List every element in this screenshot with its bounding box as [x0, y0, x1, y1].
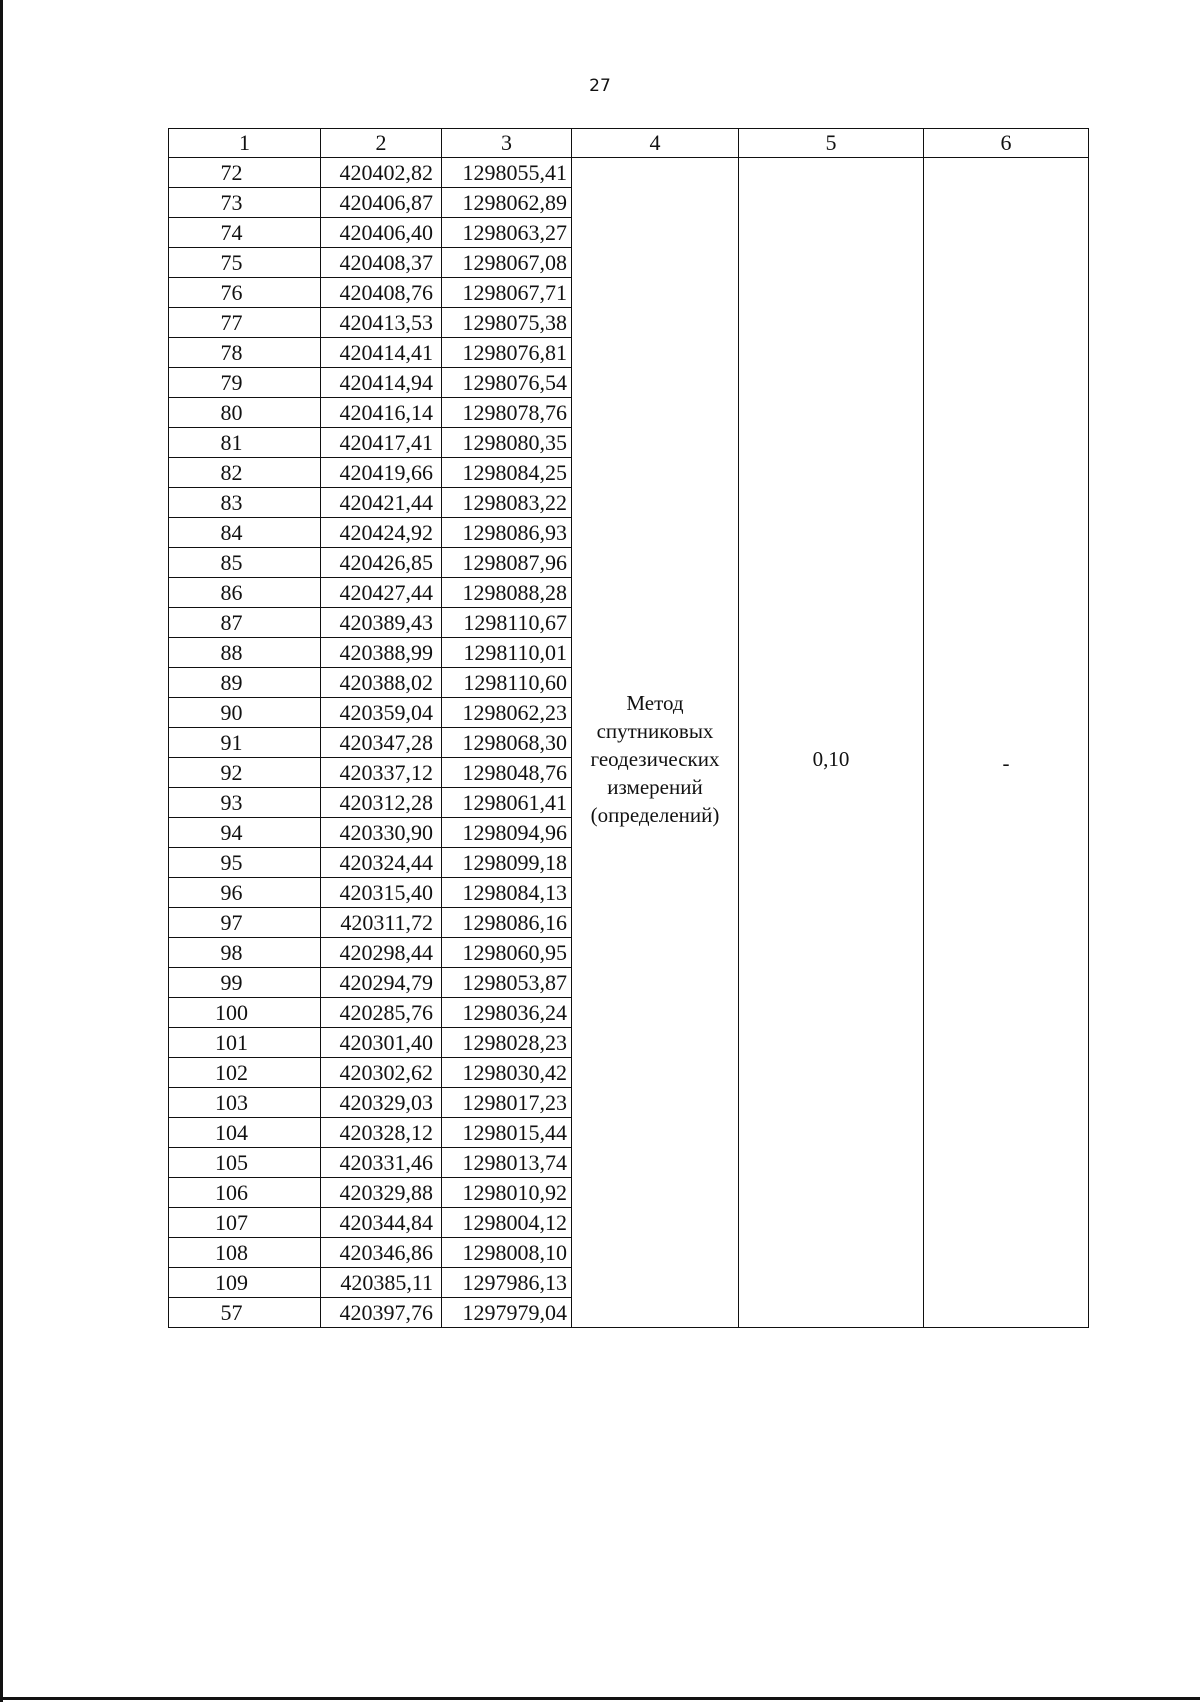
- point-number-cell: 99: [169, 968, 321, 998]
- x-coordinate-cell: 420329,03: [321, 1088, 442, 1118]
- x-coordinate-cell: 420359,04: [321, 698, 442, 728]
- y-coordinate-cell: 1298030,42: [442, 1058, 572, 1088]
- x-coordinate-cell: 420408,37: [321, 248, 442, 278]
- table-header-row: [169, 129, 1089, 158]
- x-coordinate-cell: 420426,85: [321, 548, 442, 578]
- y-coordinate-cell: 1298076,54: [442, 368, 572, 398]
- point-number-cell: 107: [169, 1208, 321, 1238]
- point-number-cell: 109: [169, 1268, 321, 1298]
- y-coordinate-cell: 1298068,30: [442, 728, 572, 758]
- point-number-cell: 76: [169, 278, 321, 308]
- x-coordinate-cell: 420413,53: [321, 308, 442, 338]
- x-coordinate-cell: 420302,62: [321, 1058, 442, 1088]
- method-text-line: геодезических: [590, 746, 720, 771]
- point-number-cell: 90: [169, 698, 321, 728]
- point-number-cell: 78: [169, 338, 321, 368]
- accuracy-cell: 0,10: [739, 158, 924, 1328]
- x-coordinate-cell: 420311,72: [321, 908, 442, 938]
- y-coordinate-cell: 1298099,18: [442, 848, 572, 878]
- y-coordinate-cell: 1298055,41: [442, 158, 572, 188]
- x-coordinate-cell: 420324,44: [321, 848, 442, 878]
- point-number-cell: 100: [169, 998, 321, 1028]
- column-header: 6: [924, 129, 1089, 158]
- point-number-cell: 89: [169, 668, 321, 698]
- x-coordinate-cell: 420406,40: [321, 218, 442, 248]
- x-coordinate-cell: 420389,43: [321, 608, 442, 638]
- y-coordinate-cell: 1298084,25: [442, 458, 572, 488]
- y-coordinate-cell: 1298013,74: [442, 1148, 572, 1178]
- x-coordinate-cell: 420406,87: [321, 188, 442, 218]
- point-number-cell: 57: [169, 1298, 321, 1328]
- method-text-line: (определений): [590, 802, 720, 827]
- point-number-cell: 92: [169, 758, 321, 788]
- point-number-cell: 91: [169, 728, 321, 758]
- point-number-cell: 81: [169, 428, 321, 458]
- x-coordinate-cell: 420388,99: [321, 638, 442, 668]
- y-coordinate-cell: 1298004,12: [442, 1208, 572, 1238]
- x-coordinate-cell: 420294,79: [321, 968, 442, 998]
- y-coordinate-cell: 1298076,81: [442, 338, 572, 368]
- x-coordinate-cell: 420347,28: [321, 728, 442, 758]
- x-coordinate-cell: 420402,82: [321, 158, 442, 188]
- point-number-cell: 80: [169, 398, 321, 428]
- y-coordinate-cell: 1297979,04: [442, 1298, 572, 1328]
- point-number-cell: 79: [169, 368, 321, 398]
- x-coordinate-cell: 420285,76: [321, 998, 442, 1028]
- page-bottom-edge: [0, 1697, 1200, 1700]
- x-coordinate-cell: 420419,66: [321, 458, 442, 488]
- coordinates-table-body: [169, 129, 1089, 1328]
- x-coordinate-cell: 420329,88: [321, 1178, 442, 1208]
- x-coordinate-cell: 420298,44: [321, 938, 442, 968]
- x-coordinate-cell: 420346,86: [321, 1238, 442, 1268]
- y-coordinate-cell: 1298084,13: [442, 878, 572, 908]
- column-header: 4: [572, 129, 739, 158]
- y-coordinate-cell: 1298063,27: [442, 218, 572, 248]
- method-text-line: спутниковых: [596, 718, 714, 743]
- table-row: [169, 158, 1089, 188]
- x-coordinate-cell: 420315,40: [321, 878, 442, 908]
- y-coordinate-cell: 1298110,01: [442, 638, 572, 668]
- column-header: 2: [321, 129, 442, 158]
- y-coordinate-cell: 1298062,89: [442, 188, 572, 218]
- point-number-cell: 102: [169, 1058, 321, 1088]
- column-header: 3: [442, 129, 572, 158]
- x-coordinate-cell: 420424,92: [321, 518, 442, 548]
- point-number-cell: 84: [169, 518, 321, 548]
- y-coordinate-cell: 1298110,60: [442, 668, 572, 698]
- y-coordinate-cell: 1298086,93: [442, 518, 572, 548]
- y-coordinate-cell: 1298008,10: [442, 1238, 572, 1268]
- y-coordinate-cell: 1298062,23: [442, 698, 572, 728]
- y-coordinate-cell: 1298036,24: [442, 998, 572, 1028]
- y-coordinate-cell: 1298010,92: [442, 1178, 572, 1208]
- point-number-cell: 74: [169, 218, 321, 248]
- point-number-cell: 82: [169, 458, 321, 488]
- point-number-cell: 72: [169, 158, 321, 188]
- point-number-cell: 77: [169, 308, 321, 338]
- y-coordinate-cell: 1298017,23: [442, 1088, 572, 1118]
- point-number-cell: 87: [169, 608, 321, 638]
- x-coordinate-cell: 420416,14: [321, 398, 442, 428]
- y-coordinate-cell: 1298110,67: [442, 608, 572, 638]
- point-number-cell: 108: [169, 1238, 321, 1268]
- x-coordinate-cell: 420330,90: [321, 818, 442, 848]
- y-coordinate-cell: 1298083,22: [442, 488, 572, 518]
- point-number-cell: 101: [169, 1028, 321, 1058]
- y-coordinate-cell: 1298088,28: [442, 578, 572, 608]
- method-text-line: измерений: [607, 774, 703, 799]
- y-coordinate-cell: 1298078,76: [442, 398, 572, 428]
- y-coordinate-cell: 1298094,96: [442, 818, 572, 848]
- page-left-edge: [0, 0, 3, 1702]
- y-coordinate-cell: 1298061,41: [442, 788, 572, 818]
- x-coordinate-cell: 420331,46: [321, 1148, 442, 1178]
- coordinates-table: [168, 128, 1089, 1328]
- point-number-cell: 96: [169, 878, 321, 908]
- y-coordinate-cell: 1297986,13: [442, 1268, 572, 1298]
- point-number-cell: 83: [169, 488, 321, 518]
- point-number-cell: 88: [169, 638, 321, 668]
- y-coordinate-cell: 1298080,35: [442, 428, 572, 458]
- y-coordinate-cell: 1298067,08: [442, 248, 572, 278]
- column-header: 1: [169, 129, 321, 158]
- y-coordinate-cell: 1298028,23: [442, 1028, 572, 1058]
- x-coordinate-cell: 420414,41: [321, 338, 442, 368]
- method-cell: [572, 158, 739, 1328]
- y-coordinate-cell: 1298075,38: [442, 308, 572, 338]
- point-number-cell: 94: [169, 818, 321, 848]
- column-header: 5: [739, 129, 924, 158]
- point-number-cell: 103: [169, 1088, 321, 1118]
- x-coordinate-cell: 420427,44: [321, 578, 442, 608]
- point-number-cell: 95: [169, 848, 321, 878]
- x-coordinate-cell: 420397,76: [321, 1298, 442, 1328]
- y-coordinate-cell: 1298060,95: [442, 938, 572, 968]
- x-coordinate-cell: 420388,02: [321, 668, 442, 698]
- point-number-cell: 98: [169, 938, 321, 968]
- x-coordinate-cell: 420301,40: [321, 1028, 442, 1058]
- x-coordinate-cell: 420385,11: [321, 1268, 442, 1298]
- x-coordinate-cell: 420417,41: [321, 428, 442, 458]
- point-number-cell: 105: [169, 1148, 321, 1178]
- y-coordinate-cell: 1298053,87: [442, 968, 572, 998]
- page-number: 27: [589, 76, 611, 96]
- point-number-cell: 86: [169, 578, 321, 608]
- x-coordinate-cell: 420312,28: [321, 788, 442, 818]
- point-number-cell: 75: [169, 248, 321, 278]
- x-coordinate-cell: 420344,84: [321, 1208, 442, 1238]
- method-text-line: Метод: [626, 690, 684, 715]
- notes-cell: -: [924, 158, 1089, 1328]
- y-coordinate-cell: 1298086,16: [442, 908, 572, 938]
- x-coordinate-cell: 420337,12: [321, 758, 442, 788]
- point-number-cell: 106: [169, 1178, 321, 1208]
- point-number-cell: 85: [169, 548, 321, 578]
- y-coordinate-cell: 1298067,71: [442, 278, 572, 308]
- y-coordinate-cell: 1298048,76: [442, 758, 572, 788]
- y-coordinate-cell: 1298087,96: [442, 548, 572, 578]
- x-coordinate-cell: 420408,76: [321, 278, 442, 308]
- y-coordinate-cell: 1298015,44: [442, 1118, 572, 1148]
- point-number-cell: 73: [169, 188, 321, 218]
- point-number-cell: 93: [169, 788, 321, 818]
- point-number-cell: 97: [169, 908, 321, 938]
- x-coordinate-cell: 420328,12: [321, 1118, 442, 1148]
- x-coordinate-cell: 420421,44: [321, 488, 442, 518]
- x-coordinate-cell: 420414,94: [321, 368, 442, 398]
- point-number-cell: 104: [169, 1118, 321, 1148]
